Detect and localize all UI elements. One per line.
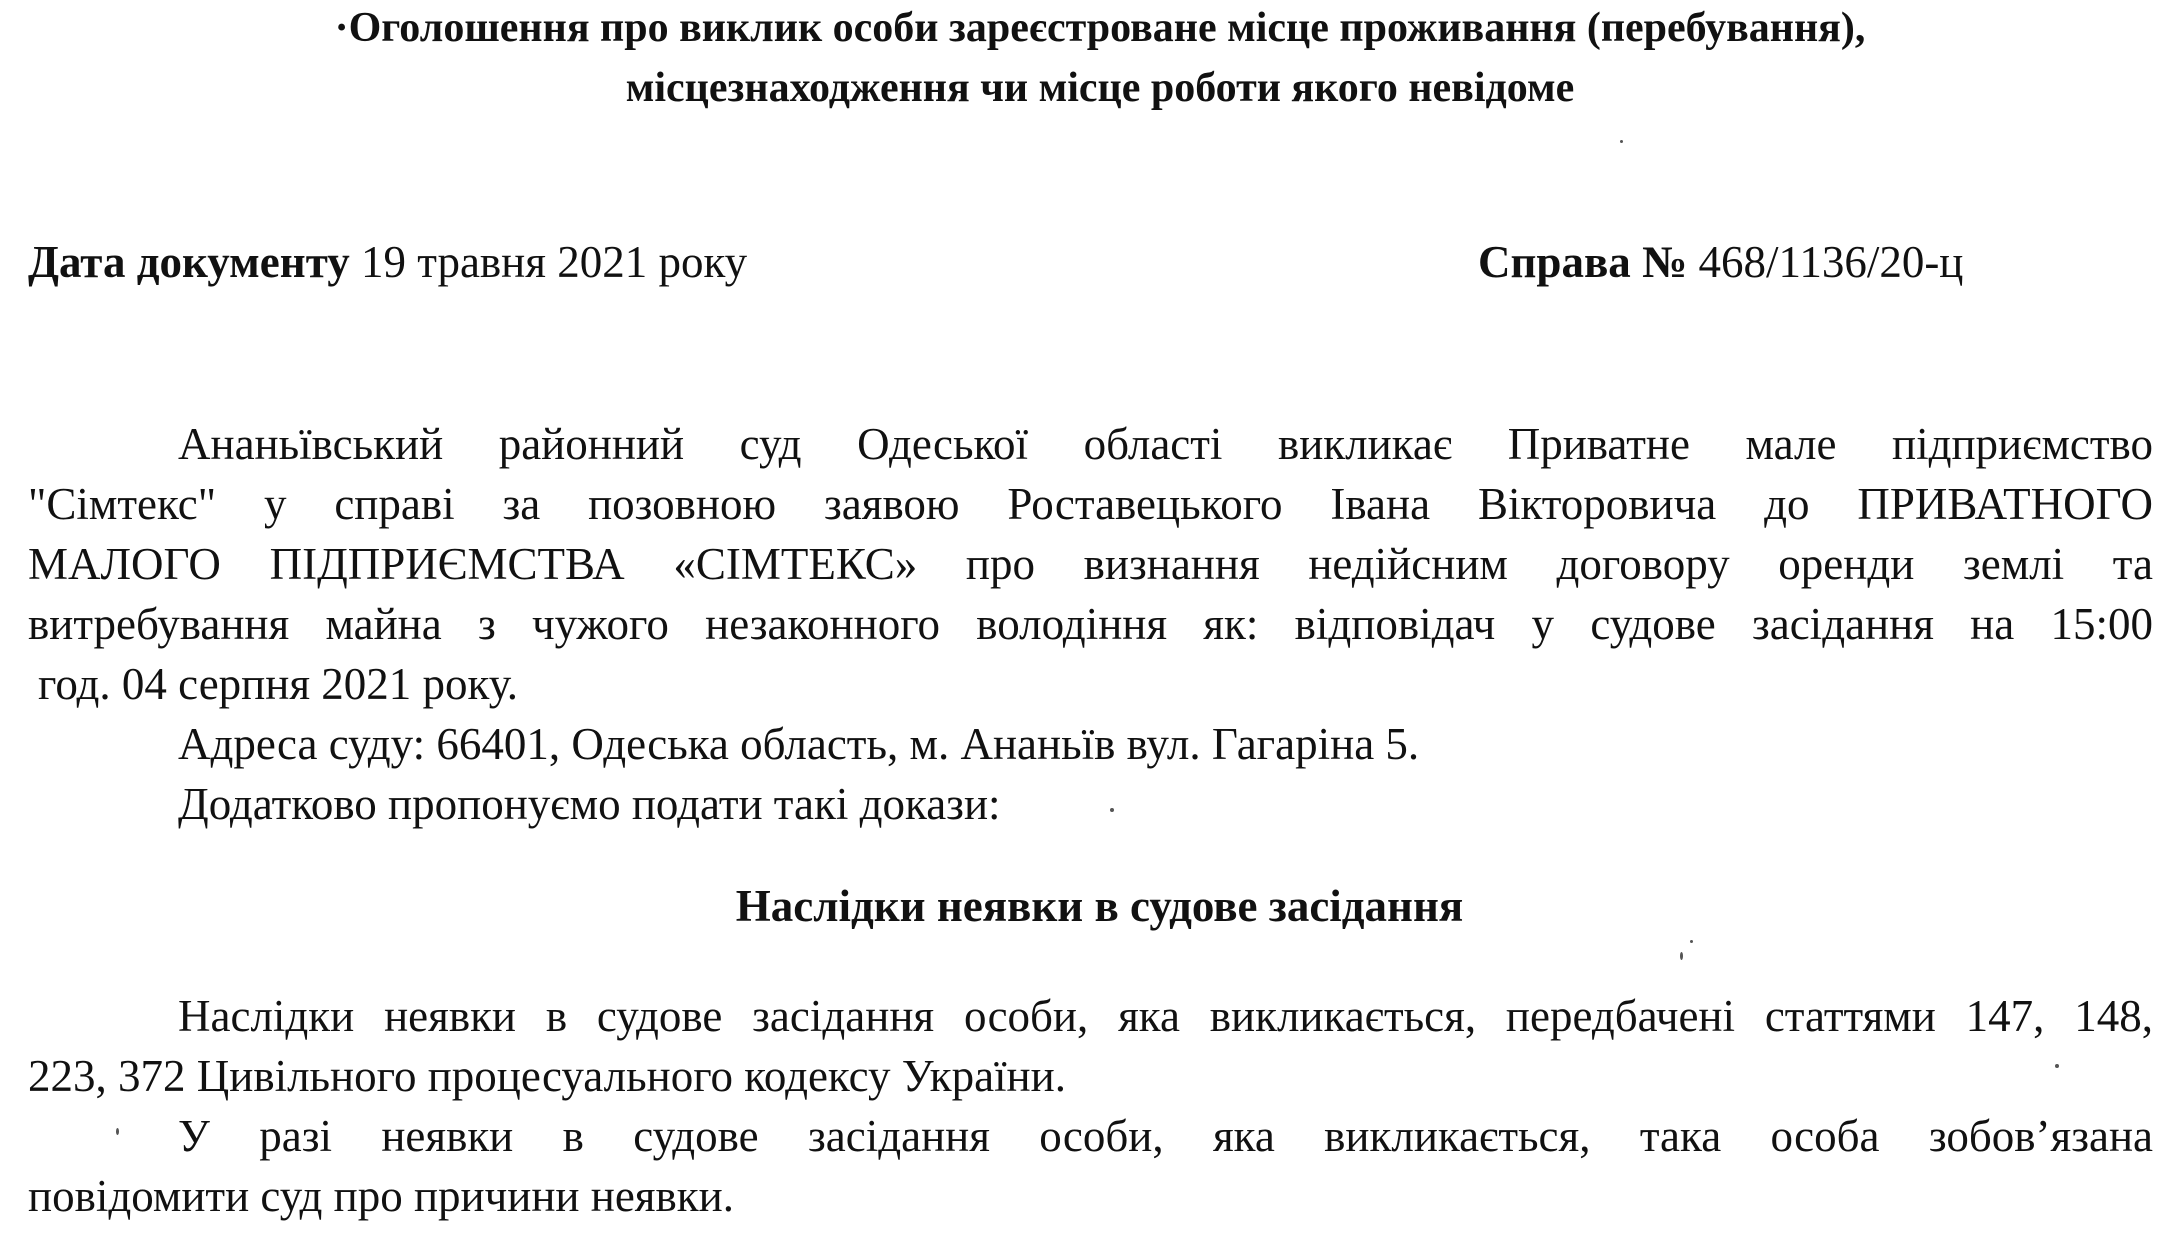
consequences-heading: Наслідки неявки в судове засідання <box>735 881 1464 931</box>
paragraph-3-line-2: повідомити суд про причини неявки. <box>28 1171 734 1221</box>
date-value: 19 травня 2021 року <box>349 237 748 287</box>
scan-speck <box>1110 808 1114 812</box>
paragraph-1-line-1: Ананьївський районний суд Одеської області викликає Приватне мале підприємство <box>178 419 2153 469</box>
case-value: 468/1136/20-ц <box>1687 237 1964 287</box>
paragraph-1-line-3: МАЛОГО ПІДПРИЄМСТВА «СІМТЕКС» про визнання недійсним договору оренди землі та <box>28 539 2153 589</box>
scan-speck <box>1680 952 1683 960</box>
case-label: Справа № <box>1478 237 1688 287</box>
scan-speck <box>2055 1064 2059 1068</box>
paragraph-1-line-5: год. 04 серпня 2021 року. <box>38 659 519 709</box>
paragraph-1-line-4: витребування майна з чужого незаконного володіння як: відповідач у судове засідання на 15:00 <box>28 599 2153 649</box>
document-meta <box>28 232 2128 292</box>
paragraph-2-line-2: 223, 372 Цивільного процесуального кодексу України. <box>28 1051 1066 1101</box>
court-address: Адреса суду: 66401, Одеська область, м. Ананьїв вул. Гагаріна 5. <box>178 719 1420 769</box>
paragraph-1-line-2: "Сімтекс" у справі за позовною заявою Роставецького Івана Вікторовича до ПРИВАТНОГО <box>28 479 2153 529</box>
paragraph-3-line-1: У разі неявки в судове засідання особи, яка викликається, така особа зобов’язана <box>178 1111 2153 1161</box>
case-number <box>1478 232 1963 292</box>
scan-speck <box>1620 140 1623 143</box>
document-title-line-2: місцезнаходження чи місце роботи якого невідоме <box>625 65 1575 111</box>
paragraph-2-line-1: Наслідки неявки в судове засідання особи, яка викликається, передбачені статтями 147, 148, <box>178 991 2153 1041</box>
evidence-request: Додатково пропонуємо подати такі докази: <box>178 779 1001 829</box>
document-date <box>28 232 747 292</box>
document-title-line-1: ·Оголошення про виклик особи зареєстроване місце проживання (перебування), <box>334 5 1866 51</box>
date-label: Дата документу <box>28 237 350 287</box>
scan-speck <box>116 1128 119 1135</box>
scan-speck <box>1690 940 1693 943</box>
